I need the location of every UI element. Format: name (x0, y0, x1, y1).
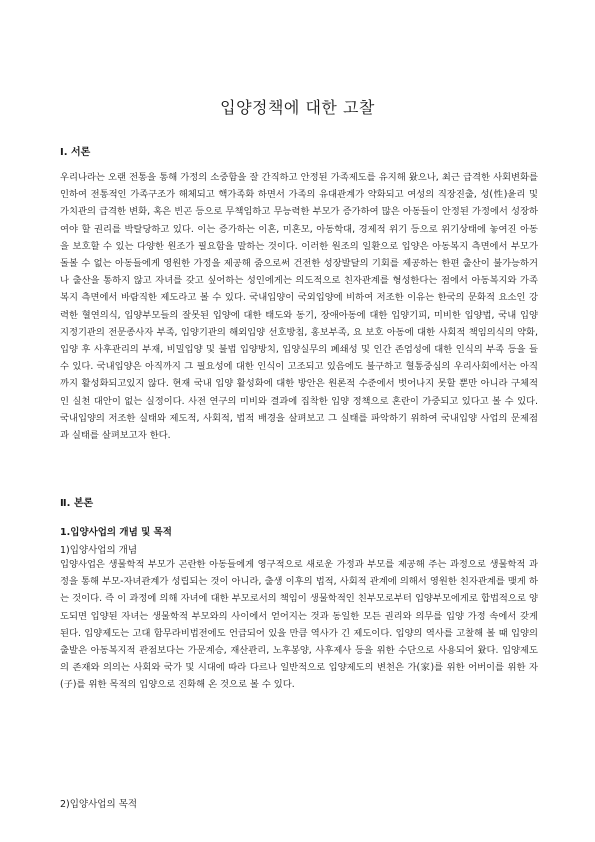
concept-paragraph: 입양사업은 생물학적 부모가 곤란한 아동들에게 영구적으로 새로운 가정과 부모를 제공해 주는 과정으로 생물학적 과정을 통해 부모-자녀관계가 성립되는 것이 아니라, 출생 이후의 법적, 사회적 관계에 의해서 영원한 친자관계를 맺게 하는 것이다. 즉 이 과정에 의해 자녀에 대한 부모로서의 책임이 생물학적인 친부모로부터 입양부모에게로 합법적으로 양도되면 입양된 자녀는 생물학적 부모와의 사이에서 얻어지는 것과 동일한 모든 권리와 의무를 입양 가정 속에서 갖게 된다. 입양제도는 고대 함무라비법전에도 언급되어 있을 만큼 역사가 긴 제도이다. 입양의 역사를 고찰해 볼 때 입양의 출발은 아동복지적 관점보다는 가문계승, 재산관리, 노후봉양, 사후제사 등을 위한 수단으로 사용되어 왔다. 입양제도의 존재와 의의는 사회와 국가 및 시대에 따라 다르나 일반적으로 입양제도의 변천은 가(家)를 위한 어버이를 위한 자(子)를 위한 목적의 입양으로 진화해 온 것으로 볼 수 있다. (60, 559, 538, 691)
introduction-paragraph: 우리나라는 오랜 전통을 통해 가정의 소중함을 잘 간직하고 안정된 가족제도를 유지해 왔으나, 최근 급격한 사회변화를 인하여 전통적인 가족구조가 해체되고 핵가족화 하면서 가족의 유대관계가 약화되고 여성의 직장진출, 성(性)윤리 및 가치관의 급격한 변화, 혹은 빈곤 등으로 무책임하고 무능력한 부모가 증가하여 많은 아동들이 안정된 가정에서 성장하여야 할 권리를 박탈당하고 있다. 이는 증가하는 이혼, 미혼모, 아동학대, 경제적 위기 등으로 위기상태에 놓여진 아동을 보호할 수 있는 다양한 원조가 필요함을 말하는 것이다. 이러한 원조의 일환으로 입양은 아동복지 측면에서 부모가 돌볼 수 없는 아동들에게 영원한 가정을 제공해 줌으로써 건전한 성장발달의 기회를 제공하는 한편 출산이 불가능하거나 출산을 통하지 않고 자녀를 갖고 싶어하는 성인에게는 의도적으로 친자관계를 형성한다는 점에서 아동복지와 가족복지 측면에서 바람직한 제도라고 볼 수 있다. 국내입양이 국외입양에 비하여 저조한 이유는 한국의 문화적 요소인 강력한 혈연의식, 입양부모들의 잘못된 입양에 대한 태도와 동기, 장애아동에 대한 입양기피, 미비한 입양법, 국내 입양 지정기관의 전문종사자 부족, 입양기관의 해외입양 선호방침, 홍보부족, 요 보호 아동에 대한 사회적 책임의식의 약화, 입양 후 사후관리의 부재, 비밀입양 및 불법 입양방치, 입양실무의 폐쇄성 및 인간 존엄성에 대한 인식의 부족 등을 들 수 있다. 국내입양은 아직까지 그 필요성에 대한 인식이 고조되고 있음에도 불구하고 혈통중심의 우리사회에서는 아직까지 활성화되고있지 않다. 현재 국내 입양 활성화에 대한 방안은 원론적 수준에서 벗어나지 못할 뿐만 아니라 구체적인 실천 대안이 없는 실정이다. 사전 연구의 미비와 결과에 집착한 입양 정책으로 혼란이 가중되고 있다고 볼 수 있다. 국내입양의 저조한 실태와 제도적, 사회적, 법적 배경을 살펴보고 그 실태를 파악하기 위하여 국내입양 사업의 문제점과 실태를 살펴보고자 한다. (60, 172, 538, 442)
document-title: 입양정책에 대한 고찰 (220, 98, 375, 117)
subsection-heading-concept-purpose: 1.입양사업의 개념 및 목적 (60, 527, 172, 538)
section-heading-main: Ⅱ. 본론 (60, 498, 94, 509)
section-heading-introduction: Ⅰ. 서론 (60, 147, 91, 158)
subsection-item-purpose: 2)입양사업의 목적 (60, 799, 138, 810)
subsection-item-concept: 1)입양사업의 개념 (60, 545, 138, 556)
